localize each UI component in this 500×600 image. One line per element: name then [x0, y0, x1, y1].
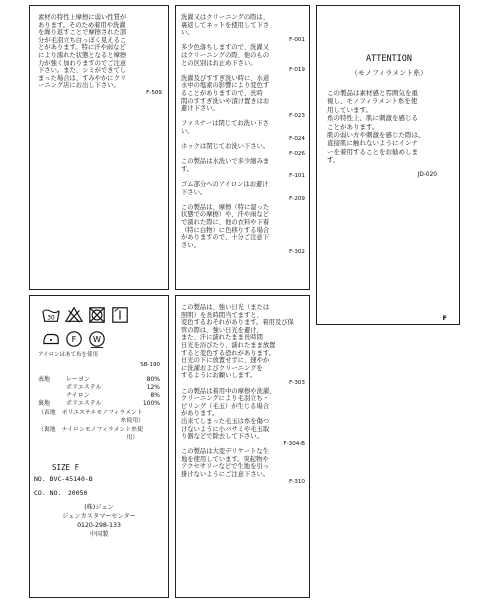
- instruction-block: この製品は、強い日光（または 照明）を長時間当てますと、 変色するおそれがあります。着用及び保 管の際は、強い日光を避け、 また、汗に濡れたまま長時間 日光を浴びたり、濡れたまま放置 すると変色する恐れがあります。 日光の下に放置せずに、速やか に洗濯およびクリーニングを するようにお願いします。 F-303: [181, 304, 305, 386]
- no-tumble-dry-icon: [88, 306, 106, 324]
- customer-center: ジュンカスタマーセンター: [62, 513, 136, 520]
- company-name: (株)ジュン: [84, 504, 114, 511]
- color-number: CO. NO. 20050: [34, 489, 88, 497]
- attention-code: JD-020: [417, 172, 437, 178]
- instruction-block: ゴム部分へのアイロンはお避け 下さい。 F-209: [181, 181, 305, 203]
- country-of-origin: 中国製: [89, 531, 109, 538]
- size-label: SIZE F: [52, 463, 80, 472]
- attention-mark: F: [442, 314, 447, 322]
- composition-table: [38, 376, 162, 408]
- phone-number: 0120-298-133: [77, 522, 121, 529]
- care-cautions-card: [175, 295, 310, 598]
- composition-row: ナイロン 8%: [66, 392, 160, 399]
- care-instructions-card: [175, 5, 310, 290]
- code-f509: F-509: [146, 89, 162, 96]
- attention-card: [316, 5, 460, 325]
- care-label-warning-card: [29, 5, 169, 290]
- care-label-info-card: [29, 295, 169, 598]
- attention-body: この製品は素材感と雰囲気を重 視し、モノフィラメント糸を使 用しています。 糸の特性上、肌に刺激を感じる ことがあります。 肌の弱い方や刺激を感じた際は、 直接肌に触れないようにインナ ーを着用することをお勧めしま す。: [327, 89, 425, 165]
- instruction-block: ホックは閉じてお洗い下さい。 F-026: [181, 143, 305, 157]
- no-bleach-icon: [65, 306, 83, 324]
- instruction-block: この製品は水洗いで多少縮みま す。 F-101: [181, 158, 305, 180]
- composition-row: 裏地 ポリエステル 100%: [38, 400, 160, 407]
- instruction-block: 多少色落ちしますので、洗濯又 はクリーニングの際、他のもの との区別はお止め下さい。 F-019: [181, 44, 305, 74]
- composition-row: ポリエステル 12%: [66, 384, 160, 391]
- svg-text:F: F: [71, 334, 77, 345]
- wet-clean-w-icon: [88, 330, 106, 348]
- iron-code: SB-190: [140, 362, 160, 368]
- product-number: NO. BVC-45140-B: [34, 475, 93, 483]
- svg-text:W: W: [93, 334, 101, 345]
- lining-note: （裏地 ナイロンモノフィラメント糸使 用）: [38, 427, 143, 441]
- iron-note: アイロンはあて布を使用: [38, 352, 99, 358]
- composition-row: 表地 レーヨン 80%: [38, 376, 160, 383]
- wash-30-icon: [42, 306, 60, 324]
- instruction-block: 洗濯又はクリーニングの際は、 裏返してネットを使用して下さ い。 F-001: [181, 14, 305, 43]
- iron-low-icon: [42, 330, 60, 348]
- instruction-block: この製品は大変デリケートな生 地を使用しています。突起物や アクセサリーなどで生地を引っ 掛けないようにご注意下さい。 F-310: [181, 448, 305, 485]
- care-symbols: [38, 304, 162, 350]
- svg-text:30: 30: [47, 315, 55, 322]
- attention-title: ATTENTION: [365, 54, 413, 64]
- instruction-block: この製品は着用中の摩擦や洗濯、 クリーニングにより毛羽立ち・ ピリング（毛玉）が生じる場合 があります。 出来てしまった毛玉は糸を傷つ けないように小バサミや毛玉取 り器などで除去して下さい。 F-304-B: [181, 387, 305, 447]
- outer-fabric-note: （表地 ポリエステルモノフィラメント 糸使用）: [38, 410, 145, 424]
- instruction-block: 洗濯及びすすぎ洗い時に、水道 水中の塩素の影響により変色す ることがありますので、長時 間のすすぎ洗いや漬け置きはお 避け下さい。 F-023: [181, 74, 305, 119]
- instruction-block: ファスナーは閉じてお洗い下さ い。 F-024: [181, 120, 305, 142]
- line-dry-icon: [111, 306, 129, 324]
- friction-warning-text: 素材の特性上摩擦に弱い性質が あります。そのため着用や洗濯 を繰り返すことで摩擦された部 分が毛羽立ち白っぽく見えるこ とがあります。特に汗や雨など により濡れた状態となると摩擦 力が強く加わりますのでご注意 下さい。また、シミができてし まった場合は、すみやかにクリ ーニング店にお出し下さい。: [38, 14, 127, 90]
- attention-subtitle: （モノフィラメント糸）: [350, 69, 428, 77]
- dry-clean-f-icon: [65, 330, 83, 348]
- instruction-block: この製品は、摩擦（特に湿った 状態での摩擦）や、汗や雨など で濡れた際に、他の衣料や下着 （特に白物）に色移りする場合 がありますので、十分ご注意下 さい。 F-302: [181, 203, 305, 256]
